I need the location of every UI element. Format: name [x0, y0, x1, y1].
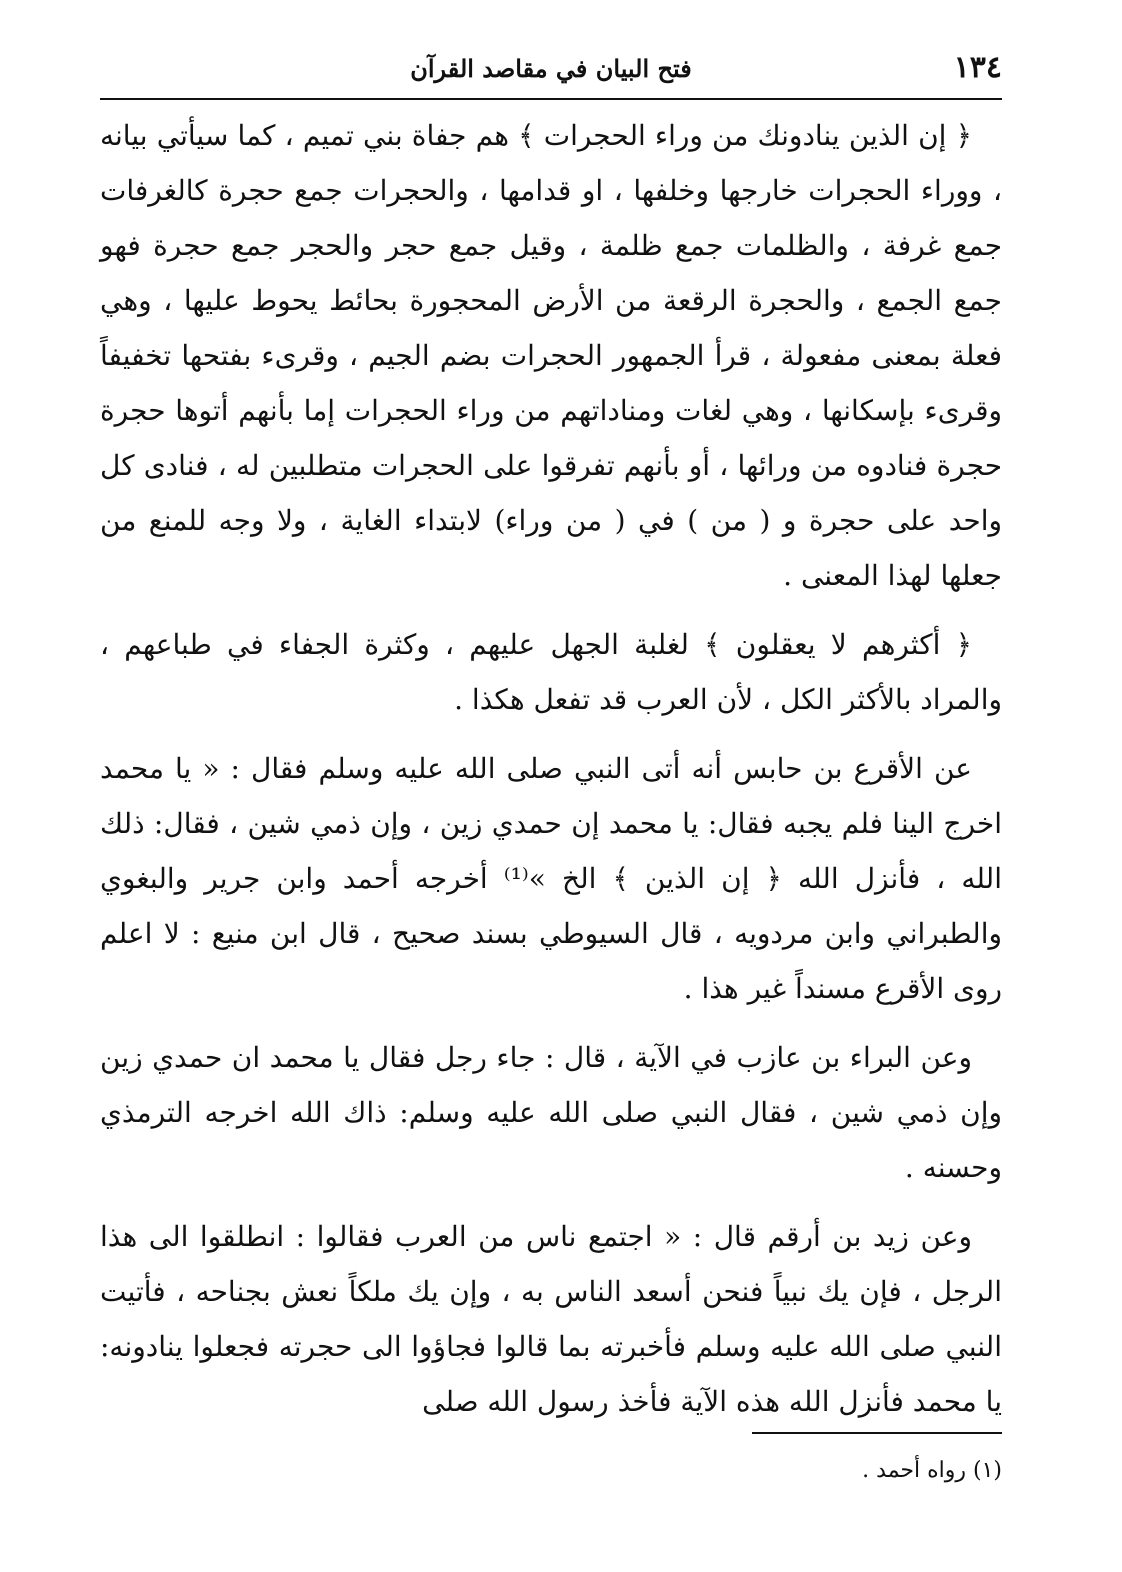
footnote: (١) رواه أحمد . [862, 1458, 1002, 1483]
body-text [100, 108, 1002, 1429]
paragraph: عن الأقرع بن حابس أنه أتى النبي صلى الله عليه وسلم فقال : « يا محمد اخرج الينا فلم يجبه فقال: يا محمد إن حمدي زين ، وإن ذمي شين ، فقال: ذلك الله ، فأنزل الله ﴿ إن الذين ﴾ الخ »⁽¹⁾ أخرجه أحمد وابن جرير والبغوي والطبراني وابن مردويه ، قال السيوطي بسند صحيح ، قال ابن منيع : لا اعلم روى الأقرع مسنداً غير هذا . [100, 752, 1002, 1005]
running-title: فتح البيان في مقاصد القرآن [410, 54, 692, 83]
footnotes [100, 1432, 1002, 1486]
paragraph: وعن زيد بن أرقم قال : « اجتمع ناس من العرب فقالوا : انطلقوا الى هذا الرجل ، فإن يك نبياً فنحن أسعد الناس به ، وإن يك ملكاً نعش بجناحه ، فأتيت النبي صلى الله عليه وسلم فأخبرته بما قالوا فجاؤوا الى حجرته فجعلوا ينادونه: يا محمد فأنزل الله هذه الآية فأخذ رسول الله صلى [100, 1220, 1002, 1418]
paragraph: ﴿ أكثرهم لا يعقلون ﴾ لغلبة الجهل عليهم ، وكثرة الجفاء في طباعهم ، والمراد بالأكثر الكل ، لأن العرب قد تفعل هكذا . [100, 628, 1002, 716]
paragraph: ﴿ إن الذين ينادونك من وراء الحجرات ﴾ هم جفاة بني تميم ، كما سيأتي بيانه ، ووراء الحجرات خارجها وخلفها ، او قدامها ، والحجرات جمع حجرة كالغرفات جمع غرفة ، والظلمات جمع ظلمة ، وقيل جمع حجر والحجر جمع حجرة فهو جمع الجمع ، والحجرة الرقعة من الأرض المحجورة بحائط يحوط عليها ، وهي فعلة بمعنى مفعولة ، قرأ الجمهور الحجرات بضم الجيم ، وقرىء بفتحها تخفيفاً وقرىء بإسكانها ، وهي لغات ومناداتهم من وراء الحجرات إما بأنهم أتوها حجرة حجرة فنادوه من ورائها ، أو بأنهم تفرقوا على الحجرات متطلبين له ، فنادى كل واحد على حجرة و ( من ) في ( من وراء) لابتداء الغاية ، ولا وجه للمنع من جعلها لهذا المعنى . [100, 119, 1003, 592]
page-header [100, 40, 1002, 100]
footnote-divider [752, 1432, 1002, 1434]
paragraph: وعن البراء بن عازب في الآية ، قال : جاء رجل فقال يا محمد ان حمدي زين وإن ذمي شين ، فقال النبي صلى الله عليه وسلم: ذاك الله اخرجه الترمذي وحسنه . [100, 1041, 1002, 1184]
page-number: ١٣٤ [953, 50, 1002, 85]
book-page [100, 40, 1002, 1540]
